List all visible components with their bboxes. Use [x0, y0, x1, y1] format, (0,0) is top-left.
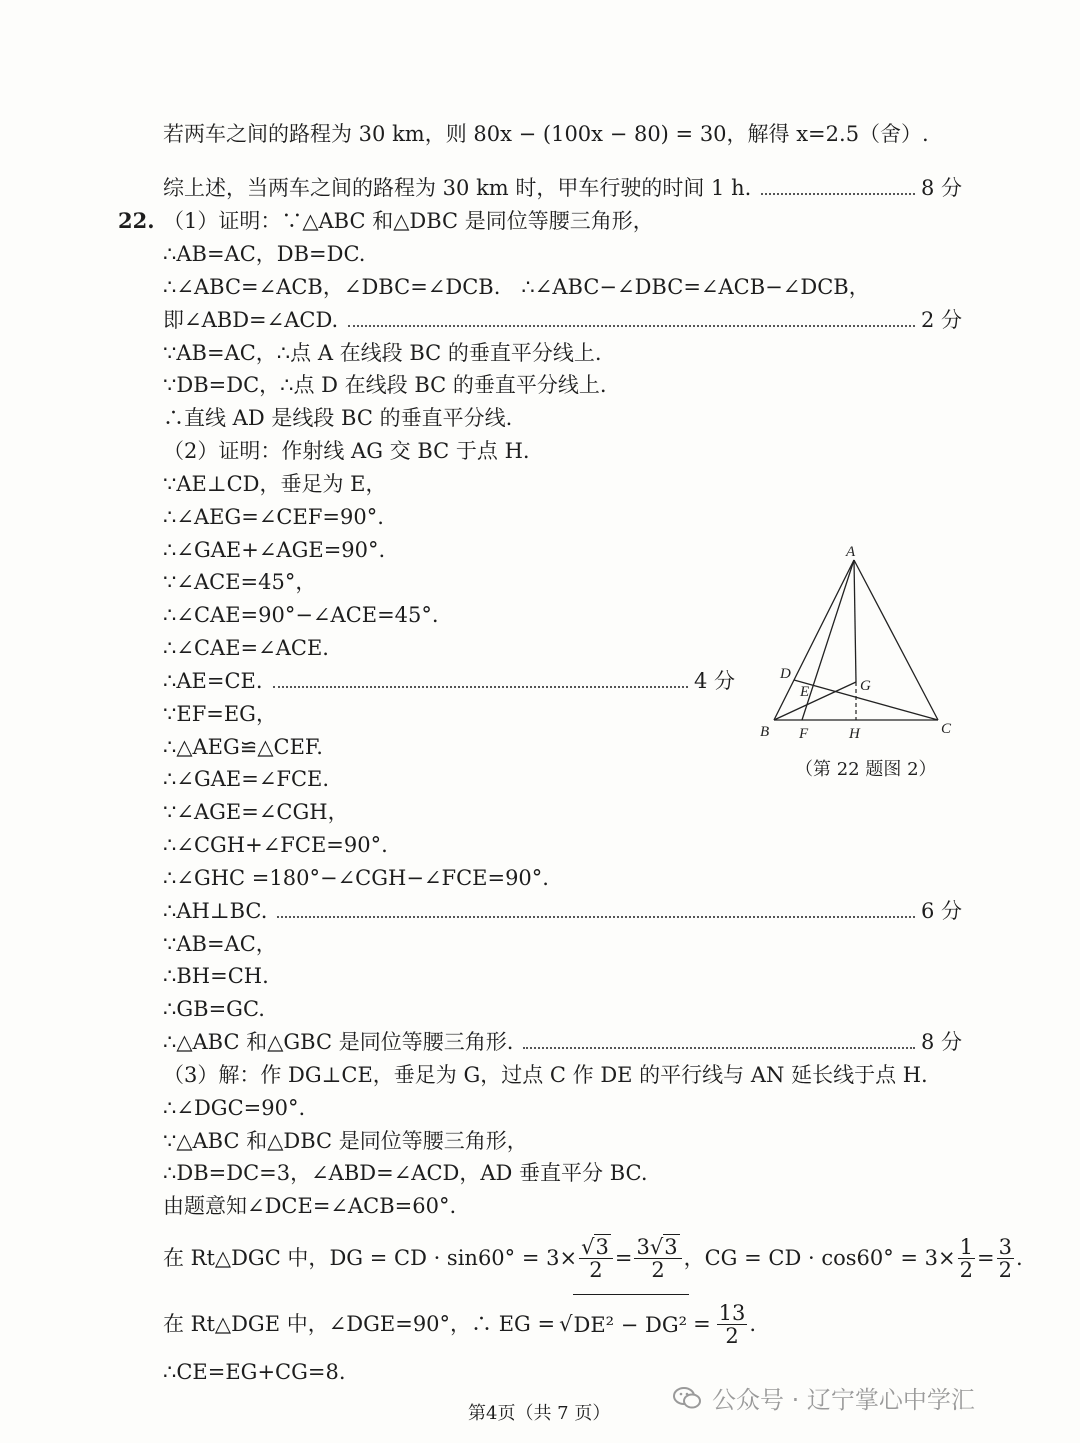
fraction-sqrt3-over-2	[579, 1236, 613, 1281]
segment-AB	[774, 560, 854, 720]
formula1-p2: ，CG = CD · cos60° = 3×	[683, 1246, 956, 1270]
line-15: ∴∠CAE=90°−∠ACE=45°.	[163, 603, 439, 627]
leader-dots	[761, 192, 915, 195]
line-23: ∴∠GHC =180°−∠CGH−∠FCE=90°.	[163, 866, 549, 890]
formula2-end: .	[749, 1312, 757, 1336]
radicand: DE² − DG²	[573, 1294, 690, 1355]
line-22: ∴∠CGH+∠FCE=90°.	[163, 833, 388, 857]
line-04: ∴AB=AC，DB=DC.	[163, 242, 366, 266]
line-10: （2）证明：作射线 AG 交 BC 于点 H.	[163, 439, 530, 463]
label-F: F	[799, 726, 809, 742]
fraction-numerator: 3	[998, 1234, 1012, 1259]
coefficient: 3	[636, 1234, 650, 1259]
radicand: 3	[595, 1234, 609, 1259]
formula2-lead: 在 Rt△DGE 中，∠DGE=90°，∴ EG =	[163, 1312, 556, 1336]
leader-dots	[348, 324, 915, 327]
line-02	[163, 174, 962, 202]
fraction-3sqrt3-over-2	[634, 1236, 681, 1281]
fraction-denominator: 2	[651, 1257, 665, 1282]
page-number: 第4页（共 7 页）	[468, 1403, 611, 1424]
label-H: H	[849, 726, 860, 742]
label-E: E	[800, 684, 810, 700]
label-D: D	[780, 666, 791, 682]
line-02-text: 综上述，当两车之间的路程为 30 km 时，甲车行驶的时间 1 h.	[163, 176, 752, 200]
fraction-numerator: 1	[959, 1234, 973, 1259]
fraction-denominator: 2	[959, 1257, 973, 1282]
equals-sign: =	[693, 1312, 711, 1336]
line-14: ∵∠ACE=45°，	[163, 570, 317, 594]
line-21: ∵∠AGE=∠CGH，	[163, 800, 349, 824]
label-A: A	[846, 544, 856, 560]
score-label: 8 分	[920, 1030, 962, 1054]
fraction-numerator: √3	[579, 1236, 613, 1259]
formula1-end: .	[1015, 1246, 1023, 1270]
label-C: C	[941, 721, 952, 737]
line-29: （3）解：作 DG⊥CE，垂足为 G，过点 C 作 DE 的平行线与 AN 延长线于点 H.	[163, 1063, 928, 1087]
fraction-denominator: 2	[998, 1257, 1012, 1282]
segment-AC	[854, 560, 938, 720]
line-30: ∴∠DGC=90°.	[163, 1096, 306, 1120]
line-32: ∴DB=DC=3，∠ABD=∠ACD，AD 垂直平分 BC.	[163, 1161, 648, 1185]
line-20: ∴∠GAE=∠FCE.	[163, 767, 330, 791]
leader-dots	[277, 915, 915, 918]
segment-BG	[774, 682, 856, 720]
line-12: ∴∠AEG=∠CEF=90°.	[163, 505, 384, 529]
line-13: ∴∠GAE+∠AGE=90°.	[163, 538, 386, 562]
formula1-p1: DG = CD · sin60° = 3×	[329, 1246, 578, 1270]
line-27: ∴GB=GC.	[163, 997, 265, 1021]
fraction-numerator: 3√3	[634, 1236, 681, 1259]
fraction-numerator: 13	[718, 1300, 746, 1325]
line-01: 若两车之间的路程为 30 km，则 80x − (100x − 80) = 30，解得 x=2.5（舍）.	[163, 122, 929, 146]
equals-sign: =	[614, 1246, 633, 1270]
watermark	[672, 1380, 975, 1415]
fraction-1-over-2	[958, 1236, 975, 1281]
formula-line-1	[163, 1228, 1023, 1288]
watermark-text: 公众号 · 辽宁掌心中学汇	[712, 1386, 975, 1414]
question-number: 22.	[118, 208, 155, 233]
line-33: 由题意知∠DCE=∠ACB=60°.	[163, 1194, 457, 1218]
equals-sign: =	[977, 1246, 995, 1270]
line-05: ∴∠ABC=∠ACB，∠DBC=∠DCB. ∴∠ABC−∠DBC=∠ACB−∠DCB，	[163, 275, 870, 299]
line-24	[163, 897, 962, 925]
line-08: ∵DB=DC，∴点 D 在线段 BC 的垂直平分线上.	[163, 373, 607, 397]
sqrt-sign: √	[559, 1312, 573, 1336]
formula-line-2	[163, 1294, 756, 1354]
fraction-denominator: 2	[725, 1323, 739, 1348]
line-06	[163, 306, 962, 334]
line-26: ∴BH=CH.	[163, 964, 269, 988]
segment-AG	[854, 560, 856, 682]
line-28	[163, 1028, 962, 1056]
geometry-figure	[750, 540, 970, 750]
line-06-text: 即∠ABD=∠ACD.	[163, 308, 339, 332]
leader-dots	[273, 685, 688, 688]
wechat-icon	[672, 1385, 702, 1411]
line-17	[163, 667, 735, 695]
label-B: B	[760, 724, 770, 740]
line-25: ∵AB=AC，	[163, 932, 277, 956]
line-09: ∴直线 AD 是线段 BC 的垂直平分线.	[163, 406, 513, 430]
line-31: ∵△ABC 和△DBC 是同位等腰三角形，	[163, 1129, 528, 1153]
leader-dots	[523, 1046, 915, 1049]
fraction-denominator: 2	[589, 1257, 603, 1282]
line-11: ∵AE⊥CD，垂足为 E，	[163, 472, 387, 496]
line-19: ∴△AEG≌△CEF.	[163, 735, 323, 759]
fraction-13-over-2	[717, 1302, 748, 1347]
figure-caption: （第 22 题图 2）	[795, 759, 937, 780]
line-03: （1）证明：∵△ABC 和△DBC 是同位等腰三角形，	[163, 209, 654, 233]
segment-AF	[802, 560, 854, 720]
formula1-lead: 在 Rt△DGC 中，	[163, 1246, 330, 1270]
line-17-text: ∴AE=CE.	[163, 669, 263, 693]
fraction-3-over-2	[997, 1236, 1014, 1281]
label-G: G	[860, 678, 871, 694]
radicand: 3	[664, 1234, 678, 1259]
line-16: ∴∠CAE=∠ACE.	[163, 636, 329, 660]
line-07: ∵AB=AC，∴点 A 在线段 BC 的垂直平分线上.	[163, 341, 602, 365]
line-24-text: ∴AH⊥BC.	[163, 899, 268, 923]
line-28-text: ∴△ABC 和△GBC 是同位等腰三角形.	[163, 1030, 514, 1054]
line-18: ∵EF=EG，	[163, 702, 277, 726]
score-label: 8 分	[920, 176, 962, 200]
score-label: 2 分	[920, 308, 962, 332]
score-label: 6 分	[920, 899, 962, 923]
score-label: 4 分	[693, 669, 735, 693]
line-36: ∴CE=EG+CG=8.	[163, 1360, 346, 1384]
